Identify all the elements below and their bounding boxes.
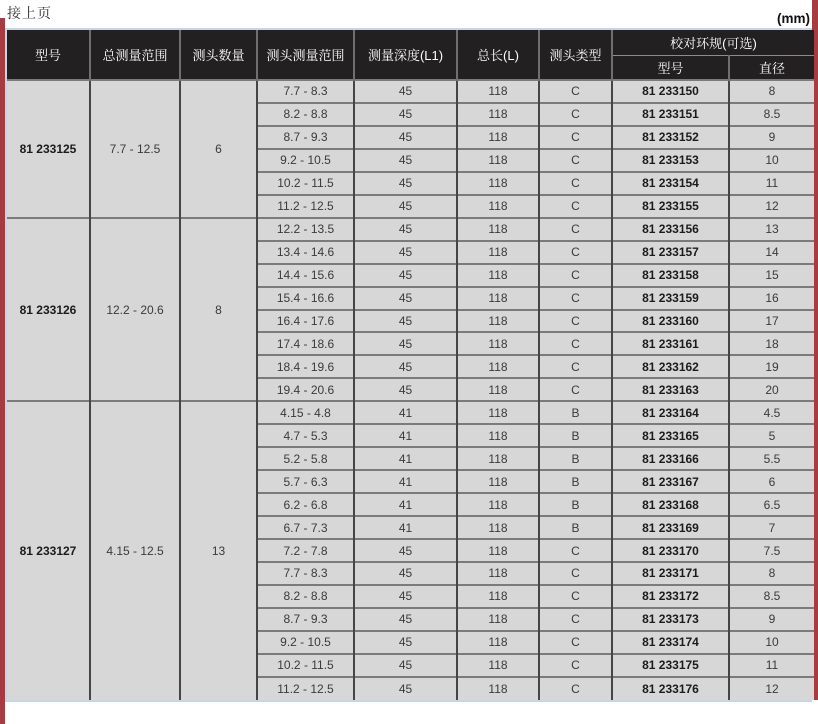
probe-range-cell: 15.4 - 16.6 xyxy=(257,287,354,310)
probe-range-cell: 5.2 - 5.8 xyxy=(257,447,354,470)
probe-range-cell: 6.2 - 6.8 xyxy=(257,493,354,516)
length-cell: 118 xyxy=(457,103,539,126)
depth-cell: 45 xyxy=(354,355,457,378)
ring-model-cell: 81 233153 xyxy=(612,149,729,172)
probe-type-cell: C xyxy=(539,332,612,355)
ring-model-cell: 81 233166 xyxy=(612,447,729,470)
length-cell: 118 xyxy=(457,654,539,677)
probe-range-cell: 9.2 - 10.5 xyxy=(257,149,354,172)
probe-range-cell: 12.2 - 13.5 xyxy=(257,218,354,241)
probe-type-cell: C xyxy=(539,241,612,264)
probe-range-cell: 5.7 - 6.3 xyxy=(257,470,354,493)
probe-range-cell: 16.4 - 17.6 xyxy=(257,310,354,333)
col-header-length: 总长(L) xyxy=(457,30,539,80)
ring-model-cell: 81 233174 xyxy=(612,631,729,654)
ring-model-cell: 81 233161 xyxy=(612,332,729,355)
spec-table-container xyxy=(5,28,812,702)
length-cell: 118 xyxy=(457,677,539,700)
probe-type-cell: B xyxy=(539,447,612,470)
ring-diameter-cell: 8 xyxy=(729,80,814,103)
probe-type-cell: C xyxy=(539,149,612,172)
length-cell: 118 xyxy=(457,608,539,631)
length-cell: 118 xyxy=(457,355,539,378)
ring-diameter-cell: 8 xyxy=(729,562,814,585)
depth-cell: 45 xyxy=(354,149,457,172)
length-cell: 118 xyxy=(457,424,539,447)
probe-count-cell: 8 xyxy=(180,218,257,402)
ring-model-cell: 81 233156 xyxy=(612,218,729,241)
probe-range-cell: 8.7 - 9.3 xyxy=(257,126,354,149)
probe-type-cell: C xyxy=(539,585,612,608)
length-cell: 118 xyxy=(457,310,539,333)
depth-cell: 41 xyxy=(354,470,457,493)
probe-range-cell: 9.2 - 10.5 xyxy=(257,631,354,654)
depth-cell: 45 xyxy=(354,585,457,608)
length-cell: 118 xyxy=(457,149,539,172)
table-row xyxy=(7,80,814,103)
probe-range-cell: 11.2 - 12.5 xyxy=(257,195,354,218)
ring-diameter-cell: 17 xyxy=(729,310,814,333)
ring-model-cell: 81 233172 xyxy=(612,585,729,608)
ring-model-cell: 81 233169 xyxy=(612,516,729,539)
ring-diameter-cell: 11 xyxy=(729,172,814,195)
probe-range-cell: 14.4 - 15.6 xyxy=(257,264,354,287)
length-cell: 118 xyxy=(457,378,539,401)
depth-cell: 45 xyxy=(354,677,457,700)
probe-range-cell: 6.7 - 7.3 xyxy=(257,516,354,539)
depth-cell: 45 xyxy=(354,172,457,195)
col-header-total-range: 总测量范围 xyxy=(90,30,180,80)
depth-cell: 45 xyxy=(354,310,457,333)
ring-diameter-cell: 6.5 xyxy=(729,493,814,516)
spec-table xyxy=(7,30,814,700)
depth-cell: 45 xyxy=(354,562,457,585)
depth-cell: 45 xyxy=(354,332,457,355)
total-range-cell: 7.7 - 12.5 xyxy=(90,80,180,218)
probe-type-cell: C xyxy=(539,378,612,401)
ring-diameter-cell: 9 xyxy=(729,126,814,149)
length-cell: 118 xyxy=(457,287,539,310)
ring-model-cell: 81 233167 xyxy=(612,470,729,493)
probe-count-cell: 6 xyxy=(180,80,257,218)
depth-cell: 41 xyxy=(354,424,457,447)
depth-cell: 41 xyxy=(354,493,457,516)
ring-diameter-cell: 19 xyxy=(729,355,814,378)
col-header-ring-diameter: 直径 xyxy=(729,55,814,80)
ring-diameter-cell: 5 xyxy=(729,424,814,447)
length-cell: 118 xyxy=(457,80,539,103)
probe-range-cell: 10.2 - 11.5 xyxy=(257,654,354,677)
ring-diameter-cell: 6 xyxy=(729,470,814,493)
depth-cell: 45 xyxy=(354,264,457,287)
col-header-probe-range: 测头测量范围 xyxy=(257,30,354,80)
ring-model-cell: 81 233150 xyxy=(612,80,729,103)
probe-type-cell: C xyxy=(539,264,612,287)
depth-cell: 45 xyxy=(354,126,457,149)
ring-model-cell: 81 233157 xyxy=(612,241,729,264)
ring-model-cell: 81 233154 xyxy=(612,172,729,195)
ring-diameter-cell: 7 xyxy=(729,516,814,539)
ring-diameter-cell: 7.5 xyxy=(729,539,814,562)
ring-model-cell: 81 233155 xyxy=(612,195,729,218)
depth-cell: 45 xyxy=(354,241,457,264)
length-cell: 118 xyxy=(457,172,539,195)
ring-model-cell: 81 233159 xyxy=(612,287,729,310)
probe-range-cell: 8.7 - 9.3 xyxy=(257,608,354,631)
col-header-depth: 测量深度(L1) xyxy=(354,30,457,80)
ring-model-cell: 81 233170 xyxy=(612,539,729,562)
depth-cell: 41 xyxy=(354,516,457,539)
probe-type-cell: C xyxy=(539,631,612,654)
ring-model-cell: 81 233158 xyxy=(612,264,729,287)
probe-range-cell: 4.15 - 4.8 xyxy=(257,401,354,424)
ring-model-cell: 81 233175 xyxy=(612,654,729,677)
ring-model-cell: 81 233168 xyxy=(612,493,729,516)
length-cell: 118 xyxy=(457,332,539,355)
probe-range-cell: 18.4 - 19.6 xyxy=(257,355,354,378)
length-cell: 118 xyxy=(457,562,539,585)
unit-mm-label: (mm) xyxy=(777,11,810,26)
col-header-ring-model: 型号 xyxy=(612,55,729,80)
probe-type-cell: C xyxy=(539,310,612,333)
probe-type-cell: C xyxy=(539,218,612,241)
ring-diameter-cell: 18 xyxy=(729,332,814,355)
table-row xyxy=(7,401,814,424)
ring-model-cell: 81 233163 xyxy=(612,378,729,401)
ring-diameter-cell: 5.5 xyxy=(729,447,814,470)
probe-type-cell: C xyxy=(539,539,612,562)
probe-type-cell: B xyxy=(539,493,612,516)
col-header-model: 型号 xyxy=(7,30,90,80)
probe-type-cell: C xyxy=(539,654,612,677)
model-cell: 81 233125 xyxy=(7,80,90,218)
probe-type-cell: C xyxy=(539,103,612,126)
table-row xyxy=(7,218,814,241)
probe-type-cell: C xyxy=(539,172,612,195)
probe-range-cell: 17.4 - 18.6 xyxy=(257,332,354,355)
ring-model-cell: 81 233152 xyxy=(612,126,729,149)
probe-type-cell: B xyxy=(539,424,612,447)
probe-type-cell: C xyxy=(539,608,612,631)
probe-range-cell: 7.2 - 7.8 xyxy=(257,539,354,562)
ring-diameter-cell: 11 xyxy=(729,654,814,677)
probe-range-cell: 8.2 - 8.8 xyxy=(257,585,354,608)
depth-cell: 45 xyxy=(354,195,457,218)
length-cell: 118 xyxy=(457,126,539,149)
ring-diameter-cell: 9 xyxy=(729,608,814,631)
depth-cell: 45 xyxy=(354,80,457,103)
depth-cell: 45 xyxy=(354,654,457,677)
ring-diameter-cell: 10 xyxy=(729,149,814,172)
ring-diameter-cell: 15 xyxy=(729,264,814,287)
ring-model-cell: 81 233173 xyxy=(612,608,729,631)
total-range-cell: 4.15 - 12.5 xyxy=(90,401,180,700)
depth-cell: 45 xyxy=(354,539,457,562)
probe-type-cell: C xyxy=(539,195,612,218)
probe-type-cell: C xyxy=(539,562,612,585)
length-cell: 118 xyxy=(457,218,539,241)
depth-cell: 45 xyxy=(354,218,457,241)
probe-type-cell: C xyxy=(539,287,612,310)
ring-diameter-cell: 12 xyxy=(729,195,814,218)
probe-type-cell: C xyxy=(539,677,612,700)
depth-cell: 45 xyxy=(354,287,457,310)
probe-type-cell: C xyxy=(539,80,612,103)
probe-type-cell: B xyxy=(539,516,612,539)
length-cell: 118 xyxy=(457,241,539,264)
length-cell: 118 xyxy=(457,264,539,287)
probe-range-cell: 19.4 - 20.6 xyxy=(257,378,354,401)
length-cell: 118 xyxy=(457,585,539,608)
probe-range-cell: 8.2 - 8.8 xyxy=(257,103,354,126)
length-cell: 118 xyxy=(457,493,539,516)
spec-table-body xyxy=(7,80,814,700)
ring-diameter-cell: 12 xyxy=(729,677,814,700)
ring-diameter-cell: 4.5 xyxy=(729,401,814,424)
depth-cell: 45 xyxy=(354,378,457,401)
length-cell: 118 xyxy=(457,470,539,493)
col-header-ring-group: 校对环规(可选) xyxy=(612,30,814,55)
probe-range-cell: 7.7 - 8.3 xyxy=(257,562,354,585)
probe-range-cell: 7.7 - 8.3 xyxy=(257,80,354,103)
probe-type-cell: B xyxy=(539,401,612,424)
probe-range-cell: 11.2 - 12.5 xyxy=(257,677,354,700)
probe-type-cell: C xyxy=(539,126,612,149)
col-header-probe-type: 测头类型 xyxy=(539,30,612,80)
ring-diameter-cell: 10 xyxy=(729,631,814,654)
ring-model-cell: 81 233164 xyxy=(612,401,729,424)
ring-model-cell: 81 233160 xyxy=(612,310,729,333)
ring-diameter-cell: 14 xyxy=(729,241,814,264)
length-cell: 118 xyxy=(457,195,539,218)
probe-range-cell: 13.4 - 14.6 xyxy=(257,241,354,264)
probe-range-cell: 10.2 - 11.5 xyxy=(257,172,354,195)
probe-count-cell: 13 xyxy=(180,401,257,700)
probe-range-cell: 4.7 - 5.3 xyxy=(257,424,354,447)
ring-model-cell: 81 233165 xyxy=(612,424,729,447)
length-cell: 118 xyxy=(457,539,539,562)
ring-diameter-cell: 8.5 xyxy=(729,103,814,126)
ring-model-cell: 81 233171 xyxy=(612,562,729,585)
ring-diameter-cell: 13 xyxy=(729,218,814,241)
depth-cell: 41 xyxy=(354,447,457,470)
model-cell: 81 233126 xyxy=(7,218,90,402)
ring-model-cell: 81 233151 xyxy=(612,103,729,126)
model-cell: 81 233127 xyxy=(7,401,90,700)
ring-model-cell: 81 233176 xyxy=(612,677,729,700)
col-header-probe-count: 测头数量 xyxy=(180,30,257,80)
ring-diameter-cell: 16 xyxy=(729,287,814,310)
total-range-cell: 12.2 - 20.6 xyxy=(90,218,180,402)
depth-cell: 41 xyxy=(354,401,457,424)
continued-from-previous-page-label: 接上页 xyxy=(7,5,52,21)
ring-diameter-cell: 20 xyxy=(729,378,814,401)
probe-type-cell: B xyxy=(539,470,612,493)
length-cell: 118 xyxy=(457,631,539,654)
length-cell: 118 xyxy=(457,447,539,470)
depth-cell: 45 xyxy=(354,608,457,631)
depth-cell: 45 xyxy=(354,103,457,126)
probe-type-cell: C xyxy=(539,355,612,378)
length-cell: 118 xyxy=(457,401,539,424)
header-row-main xyxy=(7,30,814,55)
length-cell: 118 xyxy=(457,516,539,539)
depth-cell: 45 xyxy=(354,631,457,654)
ring-diameter-cell: 8.5 xyxy=(729,585,814,608)
ring-model-cell: 81 233162 xyxy=(612,355,729,378)
